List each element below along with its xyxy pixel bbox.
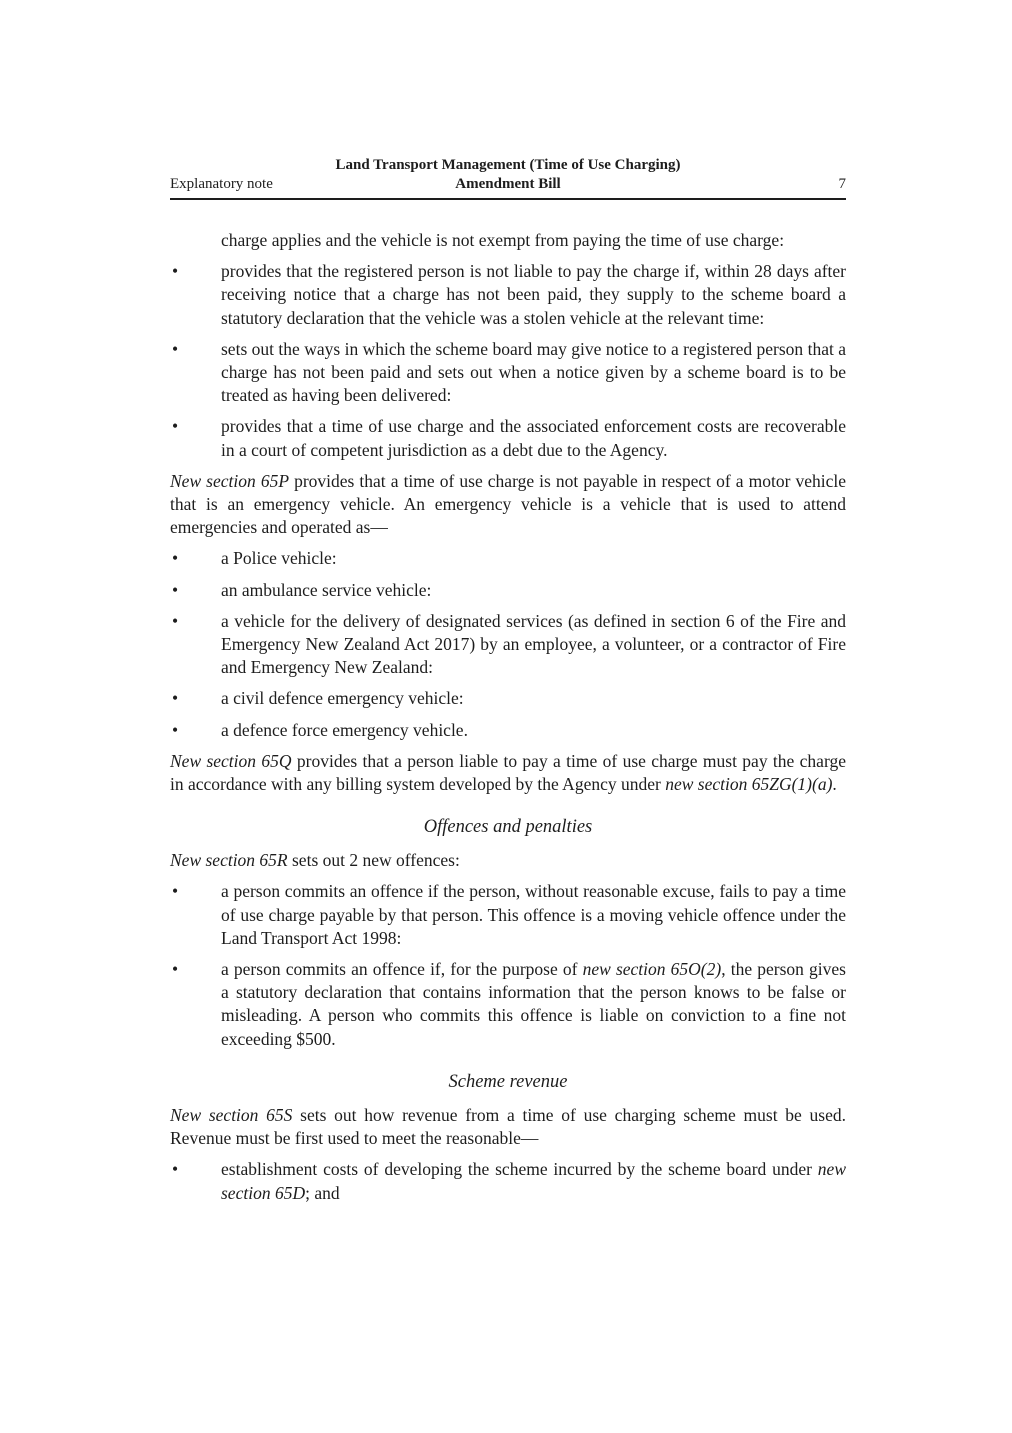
bullet-item: [170, 1158, 846, 1204]
bullet-item: [170, 958, 846, 1051]
text-segment: a vehicle for the delivery of designated services (as defined in section 6 of the Fire and Emergency New Zealand Act 2017) by an employee, a volunteer, or a contractor of Fire and Emergency New Zealand:: [221, 610, 846, 678]
page-number: 7: [838, 176, 846, 192]
text-segment: .: [832, 774, 837, 795]
paragraph: [170, 229, 846, 252]
text-segment: an ambulance service vehicle:: [221, 579, 432, 600]
page-content: [170, 156, 846, 1213]
bullet-marker-icon: •: [172, 579, 179, 600]
bullet-item: [170, 610, 846, 680]
text-segment: New section 65S: [170, 1104, 293, 1125]
paragraph: [170, 750, 846, 796]
bullet-text: [221, 580, 431, 600]
text-segment: a civil defence emergency vehicle:: [221, 688, 464, 709]
bullet-marker-icon: •: [172, 548, 179, 569]
bullet-text: [221, 416, 846, 459]
text-segment: New section 65Q: [170, 750, 292, 771]
bullet-text: [221, 548, 337, 568]
running-header: [170, 156, 846, 200]
text-segment: Scheme revenue: [448, 1071, 568, 1092]
bullet-text: [221, 959, 846, 1049]
bullet-text: [221, 611, 846, 677]
text-segment: provides that a time of use charge and the associated enforcement costs are recoverable in a court of competent jurisdiction as a debt due to the Agency.: [221, 416, 846, 460]
text-segment: sets out 2 new offences:: [287, 850, 460, 871]
section-heading: [170, 815, 846, 839]
section-heading: [170, 1070, 846, 1094]
text-segment: establishment costs of developing the scheme incurred by the scheme board under: [221, 1159, 818, 1180]
bullet-text: [221, 688, 464, 708]
text-segment: a person commits an offence if the person, without reasonable excuse, fails to pay a time of use charge payable by that person. This offence is a moving vehicle offence under the Land Transport Act 1998:: [221, 881, 846, 948]
text-segment: New section 65R: [170, 850, 288, 871]
paragraph: [170, 470, 846, 540]
text-segment: sets out the ways in which the scheme board may give notice to a registered person that a charge has not been paid and sets out when a notice given by a scheme board is to be treated as having been delivered:: [221, 338, 846, 406]
running-header-row: [170, 175, 846, 194]
text-segment: provides that a time of use charge is not payable in respect of a motor vehicle that is an emergency vehicle. An emergency vehicle is a vehicle that is used to attend emergencies and operated as—: [170, 470, 846, 538]
text-segment: a Police vehicle:: [221, 548, 337, 569]
bullet-text: [221, 1159, 846, 1202]
document-body: [170, 200, 846, 1205]
bullet-text: [221, 881, 846, 947]
text-segment: new section 65D: [221, 1159, 846, 1203]
bullet-marker-icon: •: [172, 959, 179, 980]
bullet-marker-icon: •: [172, 610, 179, 631]
bullet-item: [170, 719, 846, 742]
bullet-marker-icon: •: [172, 881, 179, 902]
paragraph: [170, 849, 846, 872]
text-segment: ; and: [305, 1182, 340, 1203]
bullet-marker-icon: •: [172, 261, 179, 282]
paragraph: [170, 1104, 846, 1150]
text-segment: provides that the registered person is not liable to pay the charge if, within 28 days after receiving notice that a charge has not been paid, they supply to the scheme board a statutory declaration that the vehicle was a stolen vehicle at the relevant time:: [221, 261, 846, 328]
text-segment: a defence force emergency vehicle.: [221, 719, 468, 740]
bullet-item: [170, 547, 846, 570]
text-segment: a person commits an offence if, for the purpose of: [221, 959, 583, 980]
text-segment: sets out how revenue from a time of use charging scheme must be used. Revenue must be first used to meet the reasonable—: [170, 1104, 846, 1149]
bullet-item: [170, 687, 846, 710]
text-segment: New section 65P: [170, 470, 290, 491]
bullet-marker-icon: •: [172, 1159, 179, 1180]
text-segment: , the person gives a statutory declaration that contains information that the person knows to be false or misleading. A person who commits this offence is liable on conviction to a fine not exceeding $500.: [221, 959, 846, 1049]
text-segment: Offences and penalties: [423, 817, 593, 838]
text-segment: charge applies and the vehicle is not exempt from paying the time of use charge:: [221, 230, 785, 250]
bullet-item: [170, 260, 846, 330]
bullet-text: [221, 261, 846, 327]
text-segment: new section 65ZG(1)(a): [665, 774, 833, 795]
bullet-item: [170, 579, 846, 602]
bullet-text: [221, 339, 846, 405]
bullet-marker-icon: •: [172, 338, 179, 359]
bullet-marker-icon: •: [172, 688, 179, 709]
running-header-left-label: Explanatory note: [170, 176, 273, 192]
bullet-item: [170, 880, 846, 950]
text-segment: new section 65O(2): [582, 959, 722, 980]
bullet-marker-icon: •: [172, 719, 179, 740]
running-title-line1: Land Transport Management (Time of Use Charging): [335, 157, 681, 173]
running-title-line2: Amendment Bill: [455, 176, 561, 192]
bullet-item: [170, 338, 846, 408]
bullet-marker-icon: •: [172, 416, 179, 437]
bullet-item: [170, 415, 846, 461]
bullet-text: [221, 720, 468, 740]
text-segment: provides that a person liable to pay a time of use charge must pay the charge in accordance with any billing system developed by the Agency under: [170, 750, 846, 795]
